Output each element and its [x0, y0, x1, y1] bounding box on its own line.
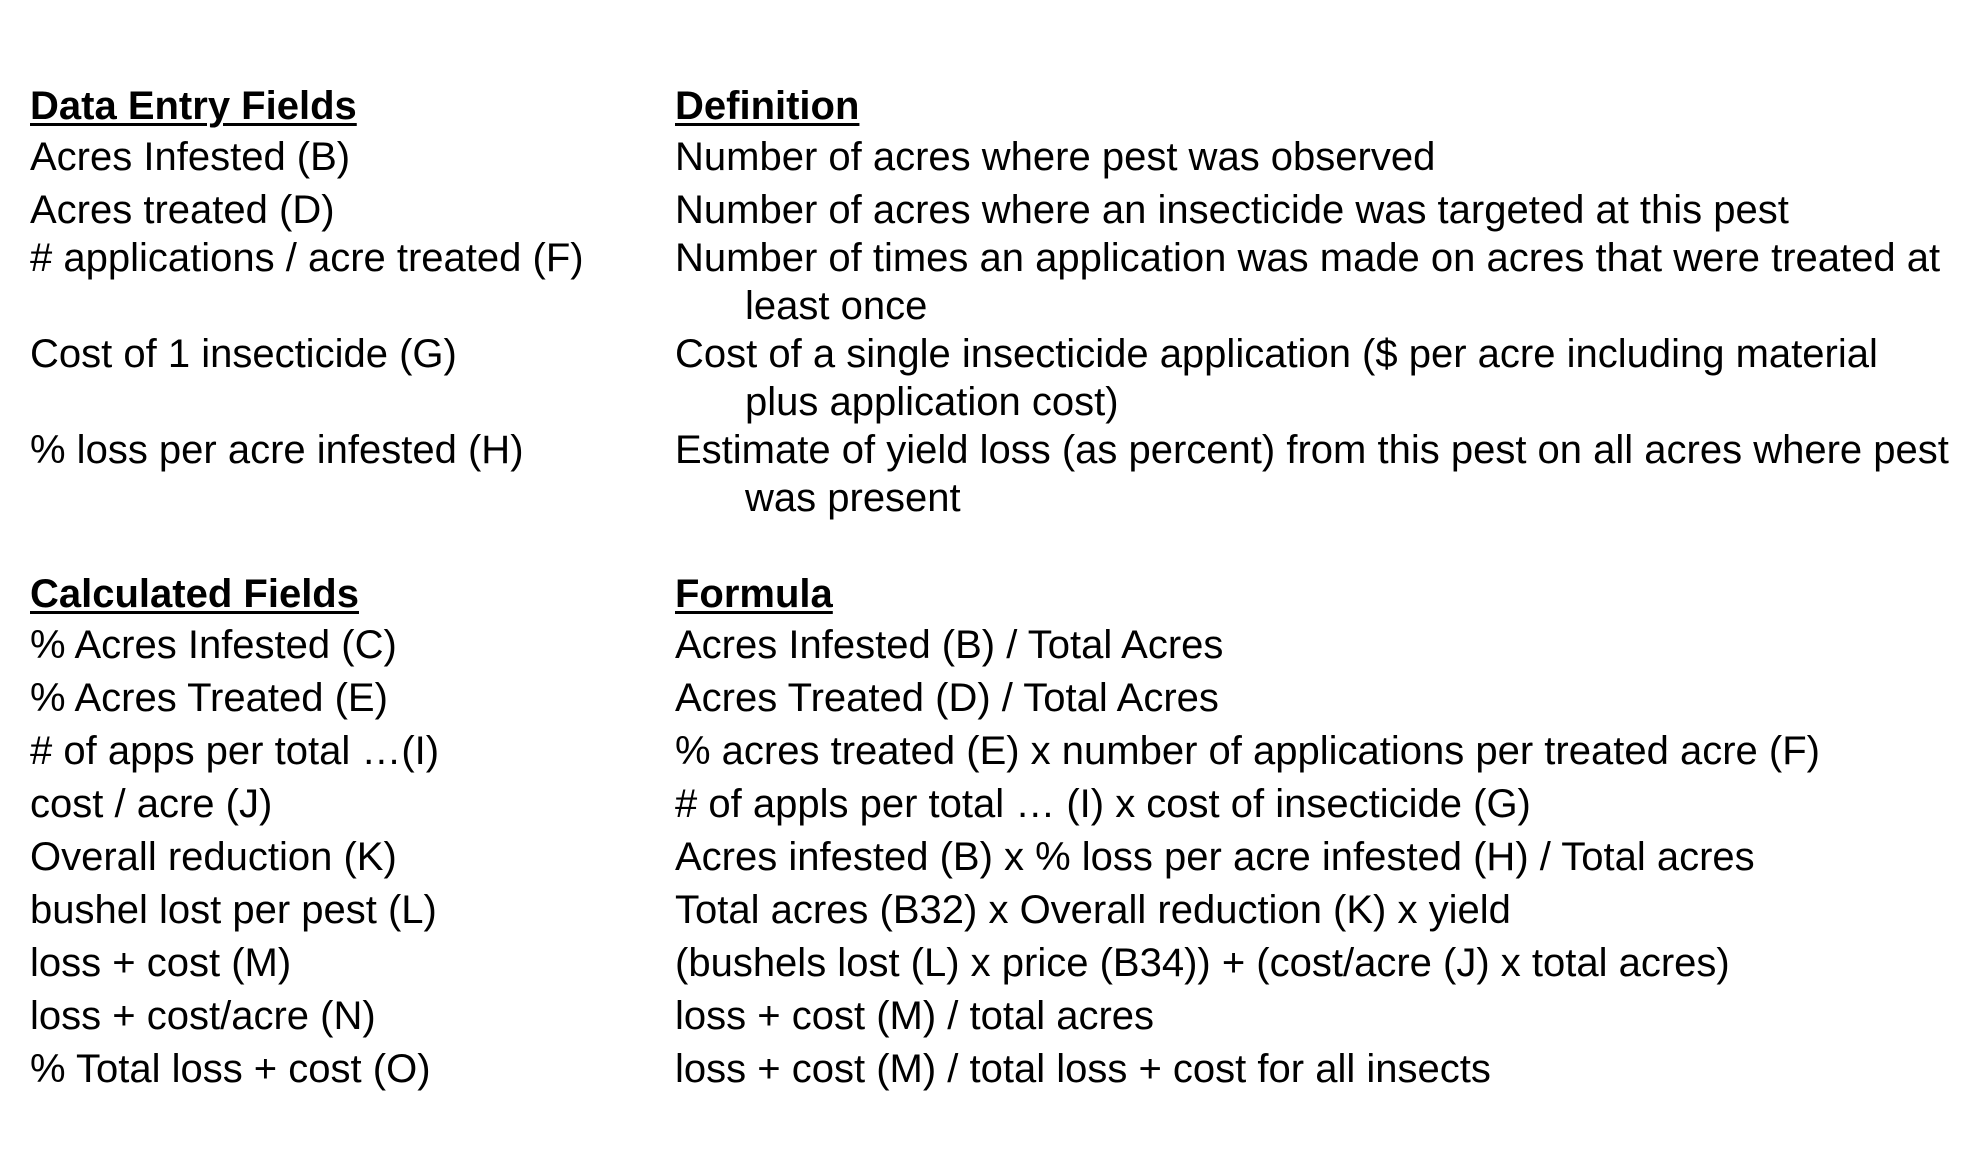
entry-field-label: % loss per acre infested (H) [30, 428, 524, 472]
calc-row [30, 780, 1960, 833]
entry-row [30, 234, 1960, 330]
calc-row [30, 833, 1960, 886]
calc-formula: Acres Infested (B) / Total Acres [675, 623, 1224, 667]
calc-formula: % acres treated (E) x number of applications per treated acre (F) [675, 729, 1820, 773]
calc-formula: Acres Treated (D) / Total Acres [675, 676, 1219, 720]
calc-field-label: loss + cost (M) [30, 941, 292, 985]
definition-heading: Definition [675, 84, 860, 128]
entry-row [30, 133, 1960, 181]
calc-formula: (bushels lost (L) x price (B34)) + (cost/acre (J) x total acres) [675, 941, 1730, 985]
calc-row [30, 992, 1960, 1045]
calc-field-label: % Acres Treated (E) [30, 676, 388, 720]
calculated-header-row [30, 568, 1960, 621]
entry-field-label: Acres treated (D) [30, 188, 335, 232]
calc-formula: Total acres (B32) x Overall reduction (K) x yield [675, 888, 1511, 932]
entry-definition: Number of acres where pest was observed [675, 135, 1436, 179]
calc-row [30, 1045, 1960, 1098]
calculated-fields-heading: Calculated Fields [30, 572, 359, 616]
calc-formula: loss + cost (M) / total acres [675, 994, 1155, 1038]
calc-field-label: Overall reduction (K) [30, 835, 397, 879]
formula-heading: Formula [675, 572, 833, 616]
calc-field-label: cost / acre (J) [30, 782, 273, 826]
entry-field-label: # applications / acre treated (F) [30, 236, 584, 280]
entry-row [30, 186, 1960, 234]
calc-field-label: # of apps per total …(I) [30, 729, 440, 773]
calc-row [30, 674, 1960, 727]
calc-formula: # of appls per total … (I) x cost of insecticide (G) [675, 782, 1531, 826]
entry-field-label: Cost of 1 insecticide (G) [30, 332, 457, 376]
calc-formula: loss + cost (M) / total loss + cost for all insects [675, 1047, 1491, 1091]
calculated-section [30, 568, 1960, 1098]
calc-field-label: % Acres Infested (C) [30, 623, 397, 667]
calc-field-label: loss + cost/acre (N) [30, 994, 376, 1038]
calc-row [30, 727, 1960, 780]
data-entry-fields-heading: Data Entry Fields [30, 84, 357, 128]
calc-field-label: % Total loss + cost (O) [30, 1047, 431, 1091]
data-entry-header-row [30, 80, 1960, 133]
calc-formula: Acres infested (B) x % loss per acre infested (H) / Total acres [675, 835, 1755, 879]
calc-row [30, 621, 1960, 674]
entry-definition: Number of acres where an insecticide was targeted at this pest [675, 188, 1789, 232]
data-entry-section [30, 80, 1960, 522]
entry-row [30, 330, 1960, 426]
entry-definition: Cost of a single insecticide application ($ per acre including material plus application cost) [675, 332, 1878, 424]
entry-definition: Estimate of yield loss (as percent) from this pest on all acres where pest was present [675, 428, 1949, 520]
document-page [30, 80, 1960, 1098]
calc-field-label: bushel lost per pest (L) [30, 888, 437, 932]
calc-row [30, 939, 1960, 992]
calc-row [30, 886, 1960, 939]
entry-definition: Number of times an application was made on acres that were treated at least once [675, 236, 1941, 328]
entry-field-label: Acres Infested (B) [30, 135, 351, 179]
entry-row [30, 426, 1960, 522]
